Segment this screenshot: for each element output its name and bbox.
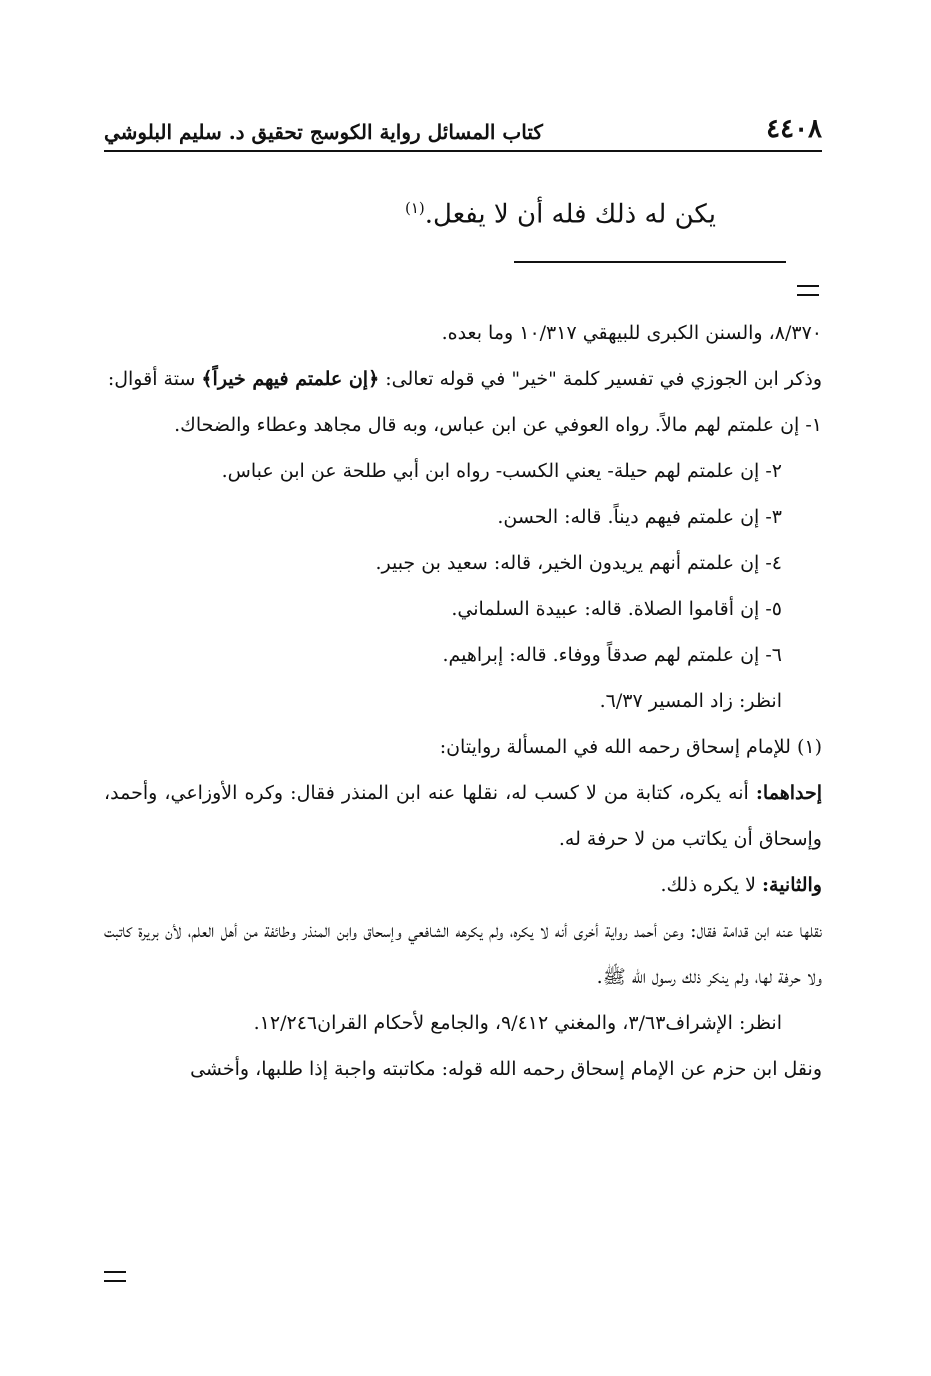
saying-item: ٥- إن أقاموا الصلاة. قاله: عبيدة السلماني. <box>451 598 782 620</box>
ibn-qudama-paragraph: نقلها عنه ابن قدامة فقال: وعن أحمد رواية أخرى أنه لا يكره، ولم يكرهه الشافعي وإسحاق وابن المنذر وطائفة من أهل العلم، لأن بريرة كاتبت ولا حرفة لها، ولم ينكر ذلك رسول الله ﷺ. <box>104 920 822 988</box>
running-title: كتاب المسائل رواية الكوسج تحقيق د. سليم البلوشي <box>104 120 543 144</box>
ibn-hazm-paragraph: ونقل ابن حزم عن الإمام إسحاق رحمه الله قوله: مكاتبته واجبة إذا طلبها، وأخشى <box>190 1058 822 1080</box>
page-number: ٤٤٠٨ <box>766 114 822 144</box>
see-reference: انظر: زاد المسير ٦/٣٧. <box>599 690 782 712</box>
narration-second-label: والثانية: <box>762 874 822 896</box>
footnote-ibn-jawzi <box>104 356 822 402</box>
saying-item: ٣- إن علمتم فيهم ديناً. قاله: الحسن. <box>497 506 782 528</box>
footnotes-section <box>104 310 822 1092</box>
saying-item: ٤- إن علمتم أنهم يريدون الخير، قاله: سعيد بن جبير. <box>375 552 782 574</box>
narration-second-text: لا يكره ذلك. <box>660 874 756 896</box>
ibn-jawzi-count: ستة أقوال: <box>107 368 196 390</box>
see-reference: انظر: الإشراف٣/٦٣، والمغني ٩/٤١٢، والجامع لأحكام القران١٢/٢٤٦. <box>253 1012 782 1034</box>
main-text-body: يكن له ذلك فله أن لا يفعل. <box>424 199 716 230</box>
saying-item: ١- إن علمتم لهم مالاً. رواه العوفي عن ابن عباس، وبه قال مجاهد وعطاء والضحاك. <box>174 414 822 436</box>
narration-first-label: إحداهما: <box>755 782 822 804</box>
narration-first <box>104 770 822 862</box>
continuation-mark-bottom <box>104 1271 126 1282</box>
quran-verse: ﴿إن علمتم فيهم خيراً﴾ <box>201 368 380 390</box>
saying-item: ٢- إن علمتم لهم حيلة- يعني الكسب- رواه ابن أبي طلحة عن ابن عباس. <box>221 460 782 482</box>
narration-second <box>104 862 822 908</box>
footnote-separator <box>514 261 786 263</box>
footnote-reference: (١) <box>404 199 425 217</box>
main-text <box>405 186 716 237</box>
page-header <box>104 104 822 152</box>
footnote-line-reference: ٨/٣٧٠، والسنن الكبرى للبيهقي ١٠/٣١٧ وما بعده. <box>441 322 822 344</box>
saying-item: ٦- إن علمتم لهم صدقاً ووفاء. قاله: إبراهيم. <box>442 644 782 666</box>
continuation-mark-top <box>797 285 819 296</box>
narration-first-text: أنه يكره، كتابة من لا كسب له، نقلها عنه ابن المنذر فقال: وكره الأوزاعي، وأحمد، وإسحاق أن يكاتب من لا حرفة له. <box>104 782 822 850</box>
footnote-1-intro: (١) للإمام إسحاق رحمه الله في المسألة روايتان: <box>439 736 822 758</box>
ibn-jawzi-intro: وذكر ابن الجوزي في تفسير كلمة "خير" في قوله تعالى: <box>385 368 822 390</box>
